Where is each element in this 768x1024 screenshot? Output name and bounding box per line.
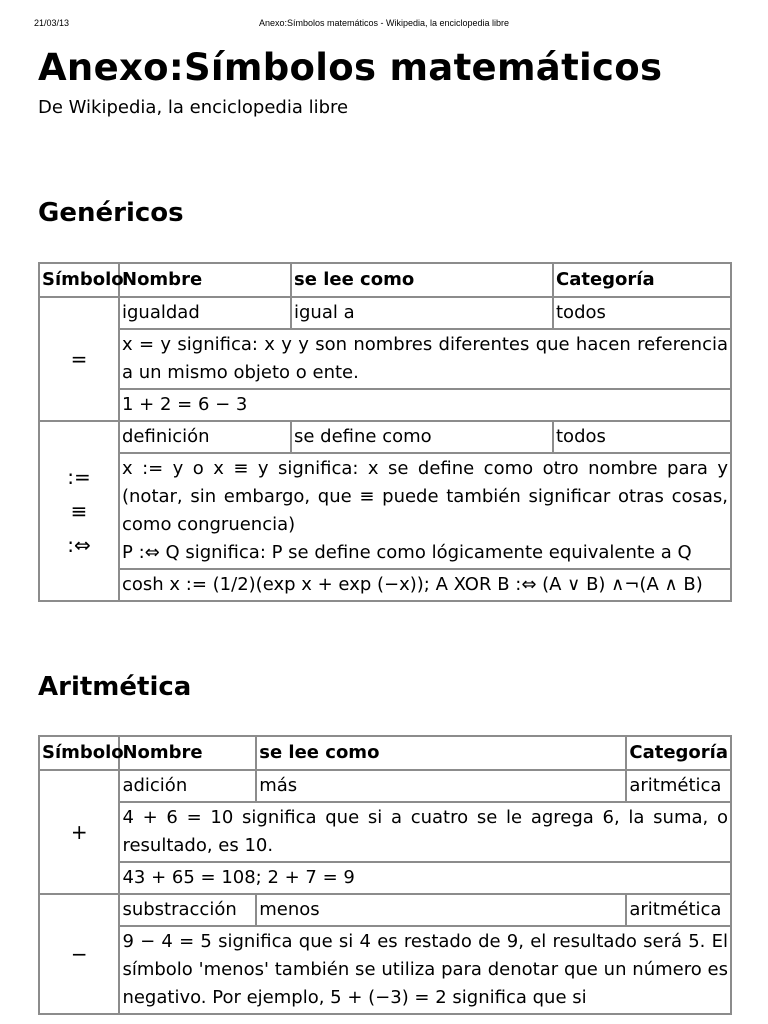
symbol: = (70, 347, 88, 371)
table-row (39, 894, 731, 926)
table-row (39, 569, 731, 601)
symbol-cell (39, 421, 119, 601)
symbols-table-aritmetica (38, 735, 732, 1015)
column-header: se lee como (256, 736, 626, 770)
symbol: ≡ (70, 499, 88, 523)
explanation-cell (119, 453, 731, 569)
explanation-text: P :⇔ Q significa: P se define como lógicamente equivalente a Q (122, 542, 692, 563)
column-header: Símbolo (39, 263, 119, 297)
read-as-cell: menos (256, 894, 626, 926)
name-cell: igualdad (119, 297, 291, 329)
name-cell: substracción (119, 894, 256, 926)
table-row (39, 421, 731, 453)
read-as-cell: más (256, 770, 626, 802)
category-cell: aritmética (626, 894, 731, 926)
page-subtitle: De Wikipedia, la enciclopedia libre (38, 97, 349, 118)
table-row (39, 329, 731, 389)
name-cell: definición (119, 421, 291, 453)
symbols-table-genericos (38, 262, 732, 602)
print-date: 21/03/13 (34, 18, 70, 28)
symbol: − (70, 942, 88, 966)
explanation-cell: x = y significa: x y y son nombres diferentes que hacen referencia a un mismo objeto o ente. (119, 329, 731, 389)
symbol-cell (39, 297, 119, 421)
explanation-cell: 4 + 6 = 10 significa que si a cuatro se le agrega 6, la suma, o resultado, es 10. (119, 802, 731, 862)
category-cell: todos (553, 421, 731, 453)
page-title: Anexo:Símbolos matemáticos (38, 46, 663, 89)
symbol: :⇔ (67, 533, 91, 557)
table-header-row (39, 736, 731, 770)
column-header: Categoría (626, 736, 731, 770)
table-header-row (39, 263, 731, 297)
symbol-cell (39, 894, 119, 1014)
column-header: se lee como (291, 263, 553, 297)
example-cell: cosh x := (1/2)(exp x + exp (−x)); A XOR B :⇔ (A ∨ B) ∧¬(A ∧ B) (119, 569, 731, 601)
name-cell: adición (119, 770, 256, 802)
table-row (39, 862, 731, 894)
symbol-cell (39, 770, 119, 894)
explanation-cell: 9 − 4 = 5 significa que si 4 es restado de 9, el resultado será 5. El símbolo 'menos' también se utiliza para denotar que un número es negativo. Por ejemplo, 5 + (−3) = 2 significa que si (119, 926, 731, 1014)
symbol: := (67, 465, 91, 489)
table-row (39, 297, 731, 329)
category-cell: todos (553, 297, 731, 329)
read-as-cell: se define como (291, 421, 553, 453)
table-row (39, 802, 731, 862)
section-heading-aritmetica: Aritmética (38, 672, 192, 702)
example-cell: 43 + 65 = 108; 2 + 7 = 9 (119, 862, 731, 894)
explanation-text: x := y o x ≡ y significa: x se define como otro nombre para y (notar, sin embargo, que ≡ puede también significar otras cosas, como congruencia) (122, 458, 728, 535)
column-header: Nombre (119, 263, 291, 297)
column-header: Símbolo (39, 736, 119, 770)
example-cell: 1 + 2 = 6 − 3 (119, 389, 731, 421)
table-row (39, 770, 731, 802)
table-row (39, 389, 731, 421)
section-heading-genericos: Genéricos (38, 198, 184, 228)
read-as-cell: igual a (291, 297, 553, 329)
category-cell: aritmética (626, 770, 731, 802)
symbol: + (70, 820, 88, 844)
column-header: Categoría (553, 263, 731, 297)
print-page-title: Anexo:Símbolos matemáticos - Wikipedia, la enciclopedia libre (258, 18, 510, 28)
column-header: Nombre (119, 736, 256, 770)
table-row (39, 453, 731, 569)
table-row (39, 926, 731, 1014)
